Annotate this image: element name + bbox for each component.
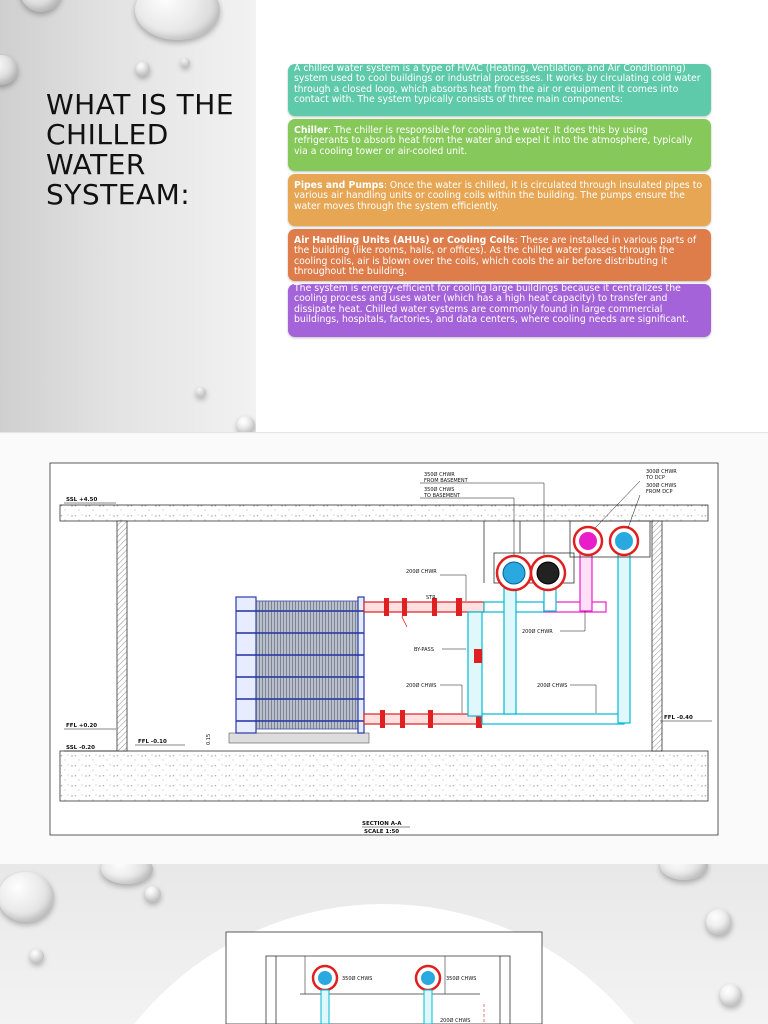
label-200-chws: 200Ø CHWS — [440, 1018, 471, 1024]
intro-box: A chilled water system is a type of HVAC (Heating, Ventilation, and Air Conditioning) system used to cool buildings or industrial processes. It works by circulating cold water through a closed loop, which absorbs heat from the air or equipment it comes into contact with. The system typically consists of three main components: — [288, 64, 711, 116]
dcp-riser — [618, 551, 630, 723]
label-bypass: BY-PASS — [414, 647, 434, 653]
note-from-basement: FROM BASEMENT — [424, 478, 468, 484]
label-200-chws-a: 200Ø CHWS — [406, 683, 437, 689]
label-350-chws-right: 350Ø CHWS — [446, 976, 477, 982]
level-ffl-mid: FFL -0.10 — [138, 739, 167, 745]
label-strainer: STR — [426, 595, 436, 601]
water-drop-decoration — [136, 62, 150, 76]
water-drop-decoration — [20, 0, 62, 12]
water-drop-decoration — [196, 387, 206, 397]
slide-1 — [0, 0, 768, 432]
level-ssl-top: SSL +4.50 — [66, 497, 98, 503]
level-ffl-right: FFL -0.40 — [664, 715, 693, 721]
chws-riser — [504, 581, 516, 714]
content-boxes — [288, 64, 711, 340]
note-from-dcp: FROM DCP — [646, 489, 673, 495]
note-300-chws: 300Ø CHWS — [646, 483, 677, 489]
water-drop-decoration — [181, 58, 190, 67]
floor-slab — [60, 751, 708, 801]
note-300-chwr: 300Ø CHWR — [646, 469, 677, 475]
water-drop-decoration — [135, 0, 220, 40]
dimension-label: 0.15 — [206, 733, 212, 745]
label-200-chwr-a: 200Ø CHWR — [406, 569, 437, 575]
note-350-chws: 350Ø CHWS — [424, 487, 455, 493]
slide-2-section-drawing — [0, 432, 768, 865]
right-wall — [652, 521, 662, 751]
label-350-chws-left: 350Ø CHWS — [342, 976, 373, 982]
water-drop-decoration — [237, 416, 255, 432]
summary-box: The system is energy-efficient for cooling large buildings because it centralizes the cooling process and uses water (which has a high heat capacity) to transfer and dissipate heat. Chilled water systems are commonly found in large commercial buildings, hospitals, factories, and data centers, where cooling needs are significant. — [288, 284, 711, 337]
slide-title: WHAT IS THE CHILLED WATER SYSTEAM: — [46, 88, 235, 211]
section-drawing — [0, 433, 768, 865]
level-ssl-left: SSL -0.20 — [66, 745, 95, 751]
level-ffl-left: FFL +0.20 — [66, 723, 98, 729]
note-to-dcp: TO DCP — [646, 475, 665, 481]
section-scale: SCALE 1:50 — [364, 829, 400, 835]
chwr-riser — [580, 551, 592, 611]
chiller-box: Chiller: The chiller is responsible for cooling the water. It does this by using refrigerants to absorb heat from the water and expel it into the atmosphere, typically via a cooling tower or air-cooled unit. — [288, 119, 711, 171]
left-wall — [117, 521, 127, 751]
bypass-riser — [468, 612, 482, 716]
pipes-pumps-box: Pipes and Pumps: Once the water is chilled, it is circulated through insulated pipes to various air handling units or cooling coils within the building. The pumps ensure the water moves through the system efficiently. — [288, 174, 711, 226]
note-350-chwr: 350Ø CHWR — [424, 472, 455, 478]
note-to-basement: TO BASEMENT — [424, 493, 461, 499]
title-panel — [0, 0, 256, 432]
section-title: SECTION A-A — [362, 821, 402, 827]
water-drop-decoration — [0, 55, 18, 85]
plan-drawing — [0, 864, 768, 1024]
label-200-chwr-b: 200Ø CHWR — [522, 629, 553, 635]
plate-heat-exchanger — [229, 597, 369, 743]
label-200-chws-b: 200Ø CHWS — [537, 683, 568, 689]
slide-3 — [0, 864, 768, 1024]
top-slab — [60, 505, 708, 521]
ahu-box: Air Handling Units (AHUs) or Cooling Coils: These are installed in various parts of the building (like rooms, halls, or offices). As the chilled water passes through the cooling coils, air is blown over the coils, which cools the air before distributing it throughout the building. — [288, 229, 711, 281]
